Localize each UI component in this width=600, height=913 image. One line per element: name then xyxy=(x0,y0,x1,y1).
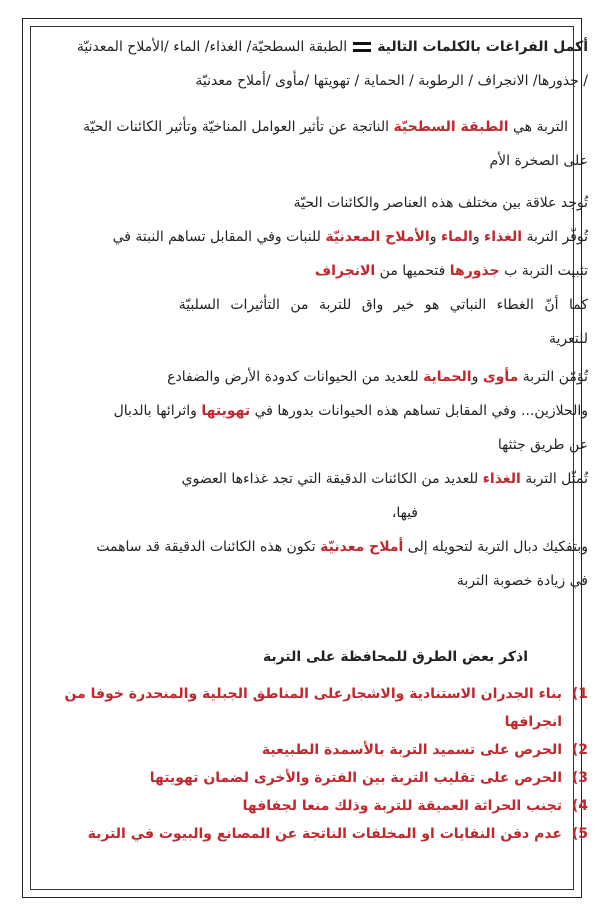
list-item xyxy=(40,820,588,848)
text: الناتجة عن تأثير العوامل المناخيّة وتأثير الكائنات الحيّة xyxy=(83,119,394,135)
text: و xyxy=(471,369,483,385)
paragraph-4-line2: للتعرية xyxy=(548,331,588,347)
answer-word: الطبقة السطحيّة xyxy=(393,119,509,135)
text: تثبيت التربة ب xyxy=(499,263,588,279)
paragraph-5-line3: عن طريق جثثها xyxy=(497,437,588,453)
text: للعديد من الحيوانات كدودة الأرض والضفادع xyxy=(167,369,424,385)
text: التربة هي xyxy=(508,119,568,135)
instruction-line xyxy=(40,30,588,64)
item-text: الحرص على تسميد التربة بالأسمدة الطبيعية xyxy=(261,742,562,758)
list-item xyxy=(40,764,588,792)
item-text: عدم دفن النفايات او المخلفات الناتجة عن المصانع والبيوت في التربة xyxy=(87,826,562,842)
paragraph-1 xyxy=(40,110,588,144)
list-item xyxy=(40,680,588,736)
worksheet xyxy=(40,30,588,848)
answer-word: مأوى xyxy=(482,369,519,385)
methods-list xyxy=(40,680,588,848)
paragraph-5 xyxy=(40,360,588,394)
paragraph-3 xyxy=(40,220,588,254)
text: تُوفّر التربة xyxy=(522,229,588,245)
answer-word: جذورها xyxy=(449,263,500,279)
text: فتحميها من xyxy=(375,263,450,279)
paragraph-3-line2 xyxy=(40,254,588,288)
word-bank-line1: الطبقة السطحيّة/ الغذاء/ الماء /الأملاح المعدنيّة xyxy=(76,39,348,55)
item-text: الحرص على تقليب التربة بين الفترة والأخرى لضمان تهويتها xyxy=(149,770,562,786)
answer-word: الغذاء xyxy=(482,471,521,487)
item-text: تجنب الحراثة العميقة للتربة وذلك منعا لجفافها xyxy=(242,798,562,814)
text: تُمثّل التربة xyxy=(520,471,588,487)
text: وبتفكيك دبال التربة لتحويله إلى xyxy=(403,539,588,555)
word-bank-line2: / جذورها/ الانجراف / الرطوبة / الحماية / تهويتها /مأوى /أملاح معدنيّة xyxy=(195,73,588,89)
list-item xyxy=(40,792,588,820)
paragraph-7 xyxy=(40,530,588,564)
text: تُؤمّن التربة xyxy=(518,369,588,385)
paragraph-6-line2: فيها، xyxy=(391,505,418,521)
text: و xyxy=(472,229,485,245)
text: تكون هذه الكائنات الدقيقة قد ساهمت xyxy=(96,539,321,555)
answer-word: الأملاح المعدنيّة xyxy=(325,229,430,245)
answer-word: الحماية xyxy=(423,369,472,385)
item-number: 2) xyxy=(571,742,588,758)
paragraph-2: تُوجد علاقة بين مختلف هذه العناصر والكائنات الحيّة xyxy=(293,195,588,211)
paragraph-1-line2: على الصخرة الأم xyxy=(489,153,588,169)
item-number: 1) xyxy=(571,686,588,702)
list-item xyxy=(40,736,588,764)
text: للعديد من الكائنات الدقيقة التي تجد غذاءها العضوي xyxy=(181,471,483,487)
text: واثرائها بالدبال xyxy=(113,403,202,419)
paragraph-6 xyxy=(40,462,588,496)
item-text: بناء الجدران الاستنادية والاشجارعلى المناطق الجبلية والمنحدرة خوفا من انجرافها xyxy=(64,686,562,730)
paragraph-5-line2 xyxy=(40,394,588,428)
instruction-text: أكمل الفراغات بالكلمات التالية xyxy=(377,39,588,55)
answer-word: الانجراف xyxy=(314,263,376,279)
equals-icon xyxy=(353,41,371,53)
item-number: 5) xyxy=(571,826,588,842)
answer-word: الغذاء xyxy=(484,229,523,245)
answer-word: الماء xyxy=(440,229,473,245)
text: للنبات وفي المقابل تساهم النبتة في xyxy=(112,229,326,245)
paragraph-7-line2: في زيادة خصوبة التربة xyxy=(456,573,588,589)
answer-word: أملاح معدنيّة xyxy=(320,539,404,555)
paragraph-4: كما أنّ الغطاء النباتي هو خير واق للتربة من التأثيرات السلبيّة xyxy=(178,297,588,313)
question-title: اذكر بعض الطرق للمحافظة على التربة xyxy=(262,649,528,665)
item-number: 3) xyxy=(571,770,588,786)
text: و xyxy=(429,229,441,245)
text: والحلازين... وفي المقابل تساهم هذه الحيوانات بدورها في xyxy=(250,403,588,419)
item-number: 4) xyxy=(571,798,588,814)
answer-word: تهويتها xyxy=(201,403,251,419)
